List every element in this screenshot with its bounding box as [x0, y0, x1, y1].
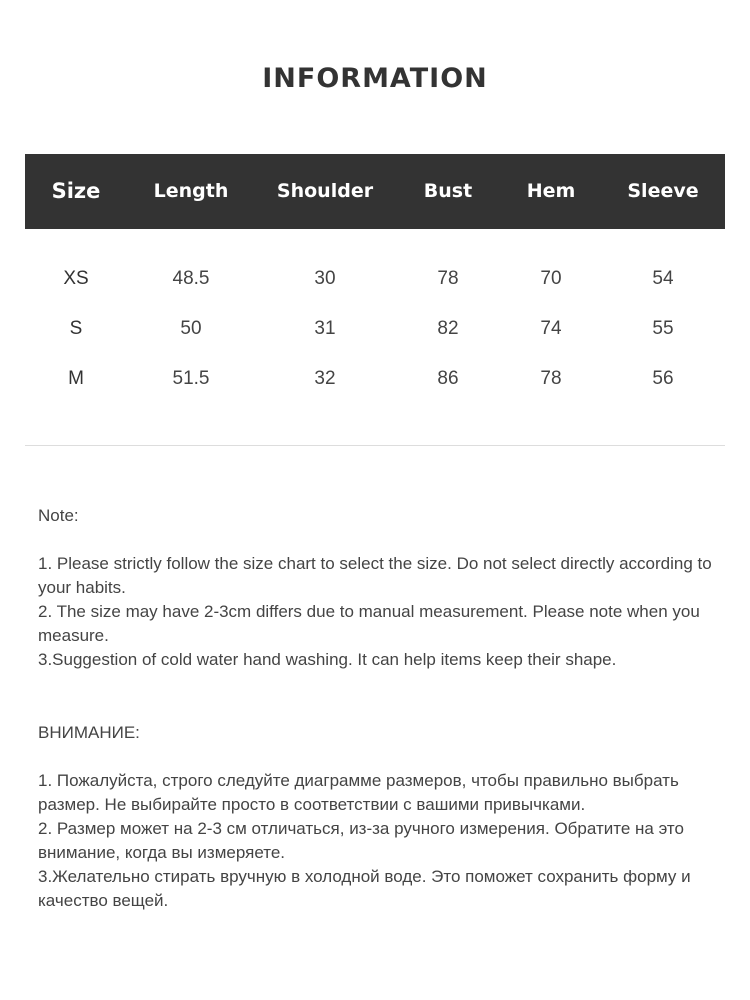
header-size: Size [51, 179, 101, 203]
header-length: Length [153, 180, 229, 202]
notes-english [38, 504, 718, 672]
cell-shoulder: 32 [314, 368, 336, 389]
cell-shoulder: 31 [314, 318, 336, 339]
table-body [25, 254, 725, 404]
section-divider [25, 445, 725, 446]
cell-sleeve: 54 [652, 268, 674, 289]
cell-sleeve: 55 [652, 318, 674, 339]
notes-russian [38, 721, 718, 913]
cell-hem: 78 [540, 368, 562, 389]
notes-heading: Note: [38, 506, 79, 525]
table-header-row [25, 154, 725, 229]
cell-sleeve: 56 [652, 368, 674, 389]
page-title: INFORMATION [262, 63, 488, 94]
cell-length: 51.5 [172, 368, 210, 389]
cell-hem: 70 [540, 268, 562, 289]
header-hem: Hem [526, 180, 576, 202]
table-row [25, 304, 725, 354]
header-sleeve: Sleeve [627, 180, 699, 202]
note-item: 3.Suggestion of cold water hand washing. It can help items keep their shape. [38, 650, 617, 669]
cell-bust: 82 [437, 318, 459, 339]
notes-heading: ВНИМАНИЕ: [38, 723, 140, 742]
note-item: 3.Желательно стирать вручную в холодной воде. Это поможет сохранить форму и качество вещей. [38, 867, 691, 910]
size-chart-table [25, 154, 725, 389]
note-item: 1. Пожалуйста, строго следуйте диаграмме размеров, чтобы правильно выбрать размер. Не выбирайте просто в соответствии с вашими привычками. [38, 771, 679, 814]
cell-bust: 86 [437, 368, 459, 389]
cell-hem: 74 [540, 318, 562, 339]
note-item: 1. Please strictly follow the size chart to select the size. Do not select directly according to your habits. [38, 554, 712, 597]
cell-size: S [69, 318, 83, 339]
note-item: 2. The size may have 2-3cm differs due to manual measurement. Please note when you measure. [38, 602, 700, 645]
table-row [25, 254, 725, 304]
cell-length: 48.5 [172, 268, 210, 289]
header-bust: Bust [423, 180, 473, 202]
cell-bust: 78 [437, 268, 459, 289]
cell-shoulder: 30 [314, 268, 336, 289]
cell-length: 50 [180, 318, 202, 339]
header-shoulder: Shoulder [276, 180, 374, 202]
note-item: 2. Размер может на 2-3 см отличаться, из-за ручного измерения. Обратите на это внимание, когда вы измеряете. [38, 819, 684, 862]
cell-size: M [68, 368, 84, 389]
cell-size: XS [63, 268, 89, 289]
table-row [25, 354, 725, 404]
